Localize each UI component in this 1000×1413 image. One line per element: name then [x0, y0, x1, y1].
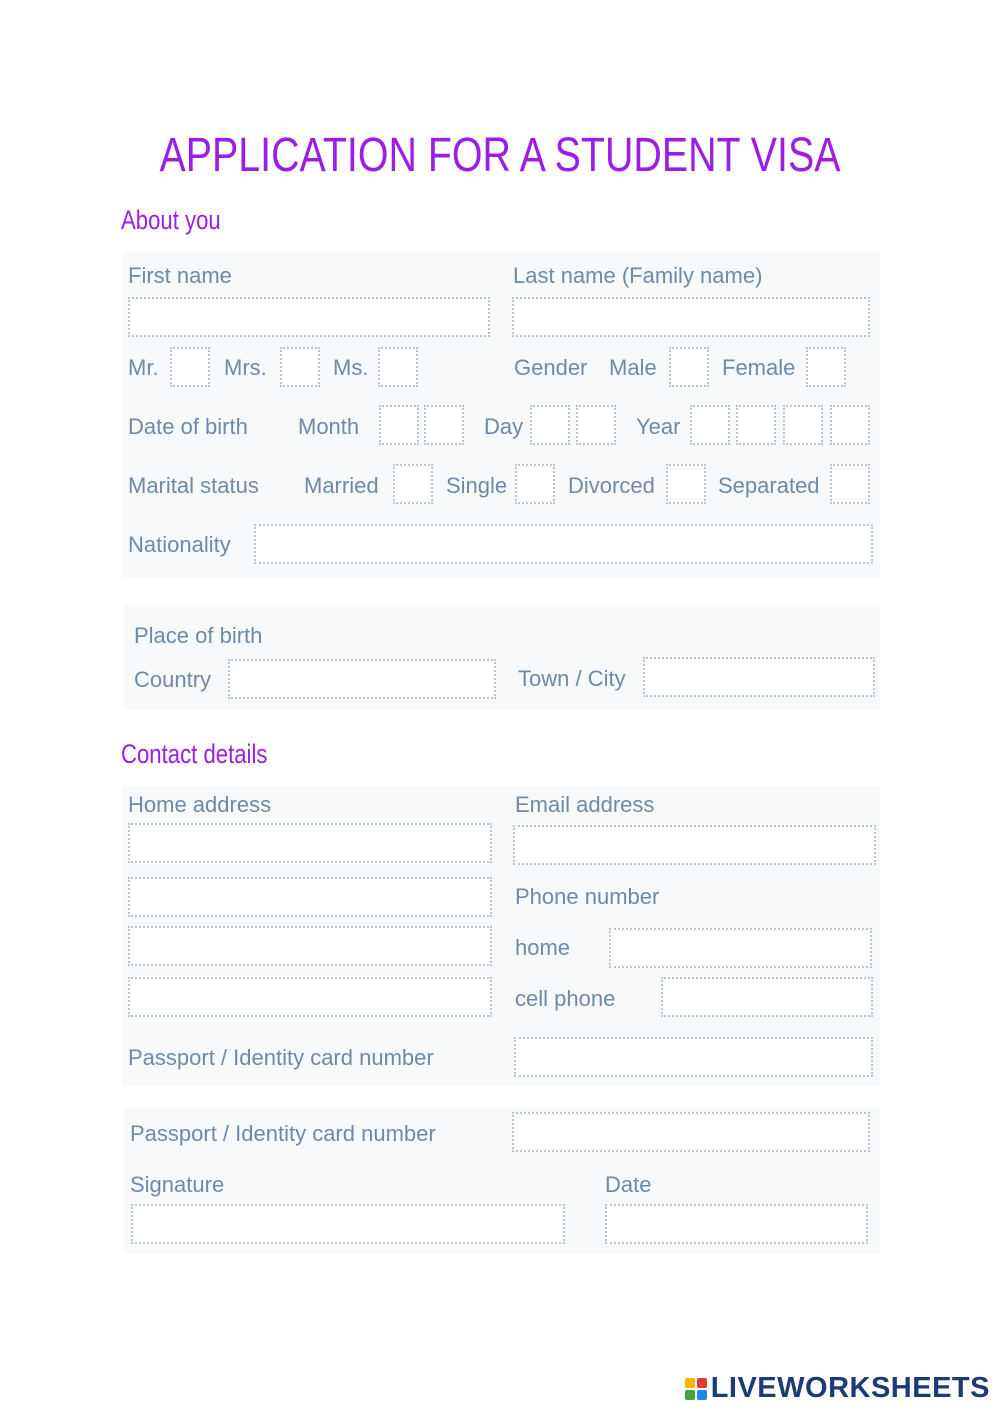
year-digit-box[interactable]: [783, 405, 823, 445]
liveworksheets-logo-icon: [685, 1378, 707, 1400]
logo-square: [697, 1390, 707, 1400]
logo-square: [697, 1378, 707, 1388]
separated-checkbox[interactable]: [830, 464, 870, 504]
male-label: Male: [609, 355, 657, 380]
page-title: APPLICATION FOR A STUDENT VISA: [159, 129, 841, 182]
month-digit-box[interactable]: [379, 405, 419, 445]
home-address-line-1[interactable]: [128, 823, 492, 863]
mrs-label: Mrs.: [224, 355, 267, 380]
year-digit-box[interactable]: [736, 405, 776, 445]
home-address-line-3[interactable]: [128, 926, 492, 966]
passport-label: Passport / Identity card number: [128, 1045, 434, 1070]
gender-label: Gender: [514, 355, 588, 380]
liveworksheets-logo: [685, 1372, 990, 1405]
logo-square: [685, 1390, 695, 1400]
divorced-checkbox[interactable]: [666, 464, 706, 504]
month-digit-box[interactable]: [424, 405, 464, 445]
passport-input-2[interactable]: [512, 1112, 870, 1152]
liveworksheets-logo-text: LIVEWORKSHEETS: [710, 1372, 990, 1404]
dob-label: Date of birth: [128, 414, 248, 439]
town-city-label: Town / City: [518, 666, 626, 691]
day-digit-box[interactable]: [530, 405, 570, 445]
signature-label: Signature: [130, 1172, 225, 1197]
nationality-label: Nationality: [128, 532, 231, 557]
month-label: Month: [298, 414, 360, 439]
logo-square: [685, 1378, 695, 1388]
year-digit-box[interactable]: [830, 405, 870, 445]
female-checkbox[interactable]: [806, 347, 846, 387]
mr-label: Mr.: [128, 355, 159, 380]
home-address-line-4[interactable]: [128, 977, 492, 1017]
married-label: Married: [304, 473, 379, 498]
separated-label: Separated: [718, 473, 820, 498]
passport-input[interactable]: [514, 1037, 873, 1077]
year-label: Year: [636, 414, 681, 439]
first-name-label: First name: [128, 263, 232, 288]
town-city-input[interactable]: [643, 657, 875, 697]
email-input[interactable]: [513, 825, 876, 865]
female-label: Female: [722, 355, 796, 380]
single-checkbox[interactable]: [515, 464, 555, 504]
country-label: Country: [134, 667, 212, 692]
home-address-line-2[interactable]: [128, 877, 492, 917]
signature-input[interactable]: [131, 1204, 565, 1244]
single-label: Single: [446, 473, 508, 498]
passport-label-2: Passport / Identity card number: [130, 1121, 436, 1146]
date-input[interactable]: [605, 1204, 868, 1244]
mrs-checkbox[interactable]: [280, 347, 320, 387]
place-of-birth-label: Place of birth: [134, 623, 263, 648]
home-phone-label: home: [515, 935, 571, 960]
married-checkbox[interactable]: [393, 464, 433, 504]
cell-phone-label: cell phone: [515, 986, 616, 1011]
day-label: Day: [484, 414, 524, 439]
phone-number-label: Phone number: [515, 884, 660, 909]
last-name-input[interactable]: [512, 297, 870, 337]
section-heading-about: About you: [121, 205, 221, 235]
section-heading-contact: Contact details: [121, 739, 268, 769]
nationality-input[interactable]: [254, 524, 873, 564]
day-digit-box[interactable]: [576, 405, 616, 445]
last-name-label: Last name (Family name): [513, 263, 763, 288]
male-checkbox[interactable]: [669, 347, 709, 387]
email-label: Email address: [515, 792, 655, 817]
divorced-label: Divorced: [568, 473, 655, 498]
cell-phone-input[interactable]: [661, 977, 873, 1017]
country-input[interactable]: [228, 659, 496, 699]
ms-label: Ms.: [333, 355, 369, 380]
mr-checkbox[interactable]: [170, 347, 210, 387]
marital-status-label: Marital status: [128, 473, 259, 498]
first-name-input[interactable]: [128, 297, 490, 337]
home-address-label: Home address: [128, 792, 272, 817]
date-label: Date: [605, 1172, 652, 1197]
ms-checkbox[interactable]: [378, 347, 418, 387]
year-digit-box[interactable]: [690, 405, 730, 445]
home-phone-input[interactable]: [609, 928, 872, 968]
